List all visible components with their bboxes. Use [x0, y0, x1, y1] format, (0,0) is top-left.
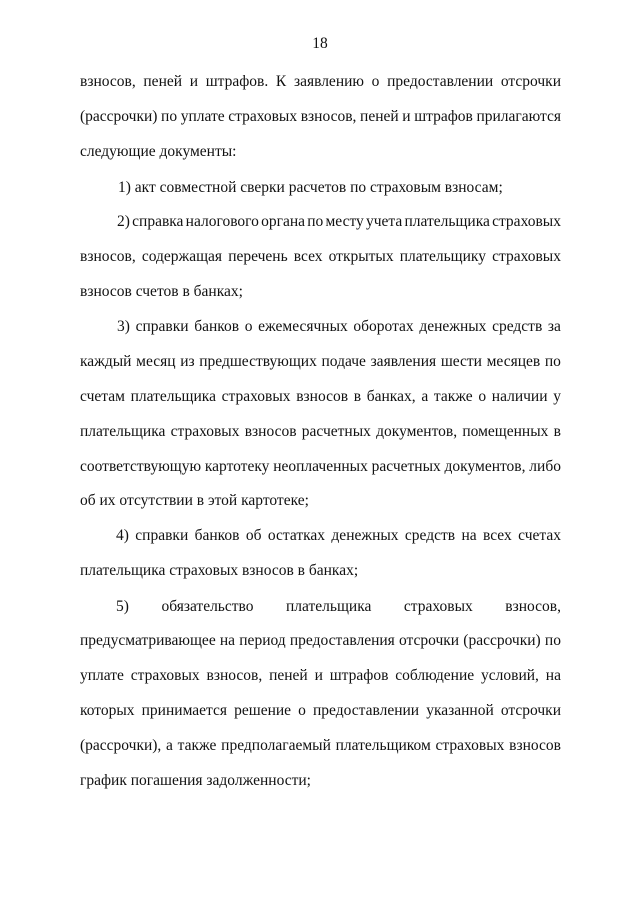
text-line-14 [116, 527, 561, 545]
word: 5) [116, 598, 129, 615]
word: также [177, 737, 217, 754]
text-line-8-content [117, 318, 561, 336]
word: ежемесячных [258, 318, 348, 335]
word: отсрочки [398, 632, 460, 649]
word: о [298, 702, 306, 719]
word: страховых [130, 667, 200, 684]
word: учета [366, 213, 403, 230]
word: расчетных [371, 458, 441, 475]
word: а [421, 388, 429, 405]
word: (рассрочки) [80, 108, 158, 125]
text-line-19 [80, 702, 561, 720]
word: которых [80, 702, 135, 719]
word: страховых [170, 423, 240, 440]
word: предоставления [289, 632, 395, 649]
word: в [353, 388, 362, 405]
word: счетах [518, 527, 561, 544]
word: страховых [221, 388, 291, 405]
word: отсрочки [500, 73, 561, 90]
word: картотеку [204, 458, 270, 475]
word: органа [261, 213, 306, 230]
word: справка [132, 213, 184, 230]
text-line-19-content [80, 702, 561, 720]
word: плательщика [286, 598, 372, 615]
word: и [402, 108, 411, 125]
word: пеней [143, 73, 183, 90]
word: на [545, 667, 561, 684]
word: взносов [296, 388, 349, 405]
text-line-14-content [116, 527, 561, 545]
word: 3) [117, 318, 130, 335]
word: справки [135, 318, 189, 335]
word: страховых [228, 108, 298, 125]
text-line-10-content [80, 388, 561, 406]
word: (рассрочки), [80, 737, 162, 754]
word: предшествующих [199, 353, 317, 370]
word: по [544, 632, 561, 649]
word: за [547, 318, 561, 335]
word: прилагаются [476, 108, 561, 125]
word: заявлению [293, 73, 364, 90]
word: счетам [80, 388, 125, 405]
word: оборотах [353, 318, 414, 335]
word: открытых [328, 248, 394, 265]
word: по [544, 353, 561, 370]
word: всех [293, 248, 323, 265]
word: а [166, 737, 173, 754]
word: документов, [376, 423, 458, 440]
text-line-21-content: график погашения задолженности; [80, 772, 311, 789]
text-line-6-content [80, 248, 561, 266]
word: пеней [360, 108, 399, 125]
word: плательщику [399, 248, 486, 265]
word: в [553, 423, 561, 440]
text-line-1-content [80, 73, 561, 91]
word: средств [492, 318, 543, 335]
text-line-13-content: об их отсутствии в этой картотеке; [80, 492, 309, 509]
word: страховых [435, 737, 505, 754]
word: период [239, 632, 286, 649]
text-line-7 [80, 283, 243, 301]
text-line-9-content [80, 353, 561, 371]
word: взносов [244, 423, 297, 440]
text-line-6 [80, 248, 561, 266]
text-line-3-content: следующие документы: [80, 143, 237, 160]
text-line-1 [80, 73, 561, 91]
word: средств [404, 527, 456, 544]
word: 2) [117, 213, 130, 230]
word: банков [194, 318, 240, 335]
word: штрафов. [205, 73, 269, 90]
word: на [219, 632, 236, 649]
word: о [478, 388, 487, 405]
word: перечень [228, 248, 288, 265]
word: справки [135, 527, 189, 544]
word: страховых [492, 213, 561, 230]
word: предполагаемый [221, 737, 331, 754]
word: обязательство [161, 598, 254, 615]
word: неоплаченных [273, 458, 368, 475]
word: отсрочки [500, 702, 561, 719]
word: денежных [331, 527, 399, 544]
text-line-16 [116, 598, 561, 616]
text-line-9 [80, 353, 561, 371]
word: принимается [141, 702, 228, 719]
text-line-2 [80, 108, 561, 126]
text-line-12-content [80, 458, 561, 476]
word: и [189, 73, 199, 90]
word: шести [440, 353, 482, 370]
word: штрафов [414, 108, 473, 125]
word: также [433, 388, 473, 405]
word: плательщика [404, 213, 490, 230]
page-number: 18 [312, 35, 328, 52]
word: всех [483, 527, 512, 544]
word: плательщиком [335, 737, 431, 754]
word: месяцев [486, 353, 541, 370]
word: о [244, 318, 253, 335]
word: предусматривающее [80, 632, 216, 649]
text-line-15 [80, 562, 358, 580]
word: страховых [403, 598, 473, 615]
text-line-5-content [117, 213, 561, 231]
word: решение [234, 702, 292, 719]
text-line-5 [117, 213, 561, 231]
text-line-2-content [80, 108, 561, 126]
text-line-4 [118, 179, 503, 197]
word: документов, [444, 458, 526, 475]
word: расчетных [301, 423, 371, 440]
word: уплате [180, 108, 225, 125]
text-line-11 [80, 423, 561, 441]
word: предоставлении [387, 73, 494, 90]
word: плательщика [130, 388, 216, 405]
word: взносов [509, 737, 561, 754]
text-line-20 [80, 737, 561, 755]
word: месту [325, 213, 364, 230]
word: взносов, [206, 667, 263, 684]
word: содержащая [141, 248, 223, 265]
word: плательщика [80, 423, 166, 440]
text-line-11-content [80, 423, 561, 441]
word: заявления [370, 353, 437, 370]
word: банках, [366, 388, 416, 405]
text-line-20-content [80, 737, 561, 755]
word: каждый [80, 353, 132, 370]
text-line-4-content: 1) акт совместной сверки расчетов по страховым взносам; [118, 179, 503, 196]
text-line-3 [80, 143, 236, 161]
word: либо [529, 458, 561, 475]
word: на [461, 527, 477, 544]
word: помещенных [462, 423, 549, 440]
word: денежных [419, 318, 487, 335]
text-line-12 [80, 458, 561, 476]
word: взносов, [80, 73, 136, 90]
text-line-17 [80, 632, 561, 650]
word: по [161, 108, 178, 125]
word: по [307, 213, 324, 230]
word: месяц [136, 353, 176, 370]
text-line-13 [80, 492, 309, 510]
word: соответствующую [80, 458, 202, 475]
word: у [553, 388, 561, 405]
text-line-15-content: плательщика страховых взносов в банках; [80, 562, 359, 579]
word: К [275, 73, 287, 90]
word: из [180, 353, 195, 370]
word: взносов, [80, 248, 136, 265]
word: взносов, [300, 108, 357, 125]
word: 4) [116, 527, 129, 544]
text-line-18-content [80, 667, 561, 685]
word: об [245, 527, 262, 544]
word: банков [194, 527, 240, 544]
text-line-18 [80, 667, 561, 685]
word: взносов, [505, 598, 561, 615]
text-line-10 [80, 388, 561, 406]
text-line-16-content [116, 598, 561, 616]
word: налогового [185, 213, 259, 230]
word: подаче [321, 353, 366, 370]
word: предоставлении [313, 702, 420, 719]
word: наличии [491, 388, 548, 405]
word: (рассрочки) [463, 632, 541, 649]
word: и [314, 667, 323, 684]
text-line-17-content [80, 632, 561, 650]
word: условий, [481, 667, 539, 684]
text-line-7-content: взносов счетов в банках; [80, 283, 243, 300]
text-line-8 [117, 318, 561, 336]
word: пеней [269, 667, 308, 684]
text-line-21 [80, 772, 311, 790]
word: о [371, 73, 380, 90]
word: соблюдение [395, 667, 475, 684]
word: штрафов [329, 667, 389, 684]
word: остатках [267, 527, 326, 544]
word: страховых [492, 248, 561, 265]
word: указанной [426, 702, 494, 719]
word: уплате [80, 667, 124, 684]
